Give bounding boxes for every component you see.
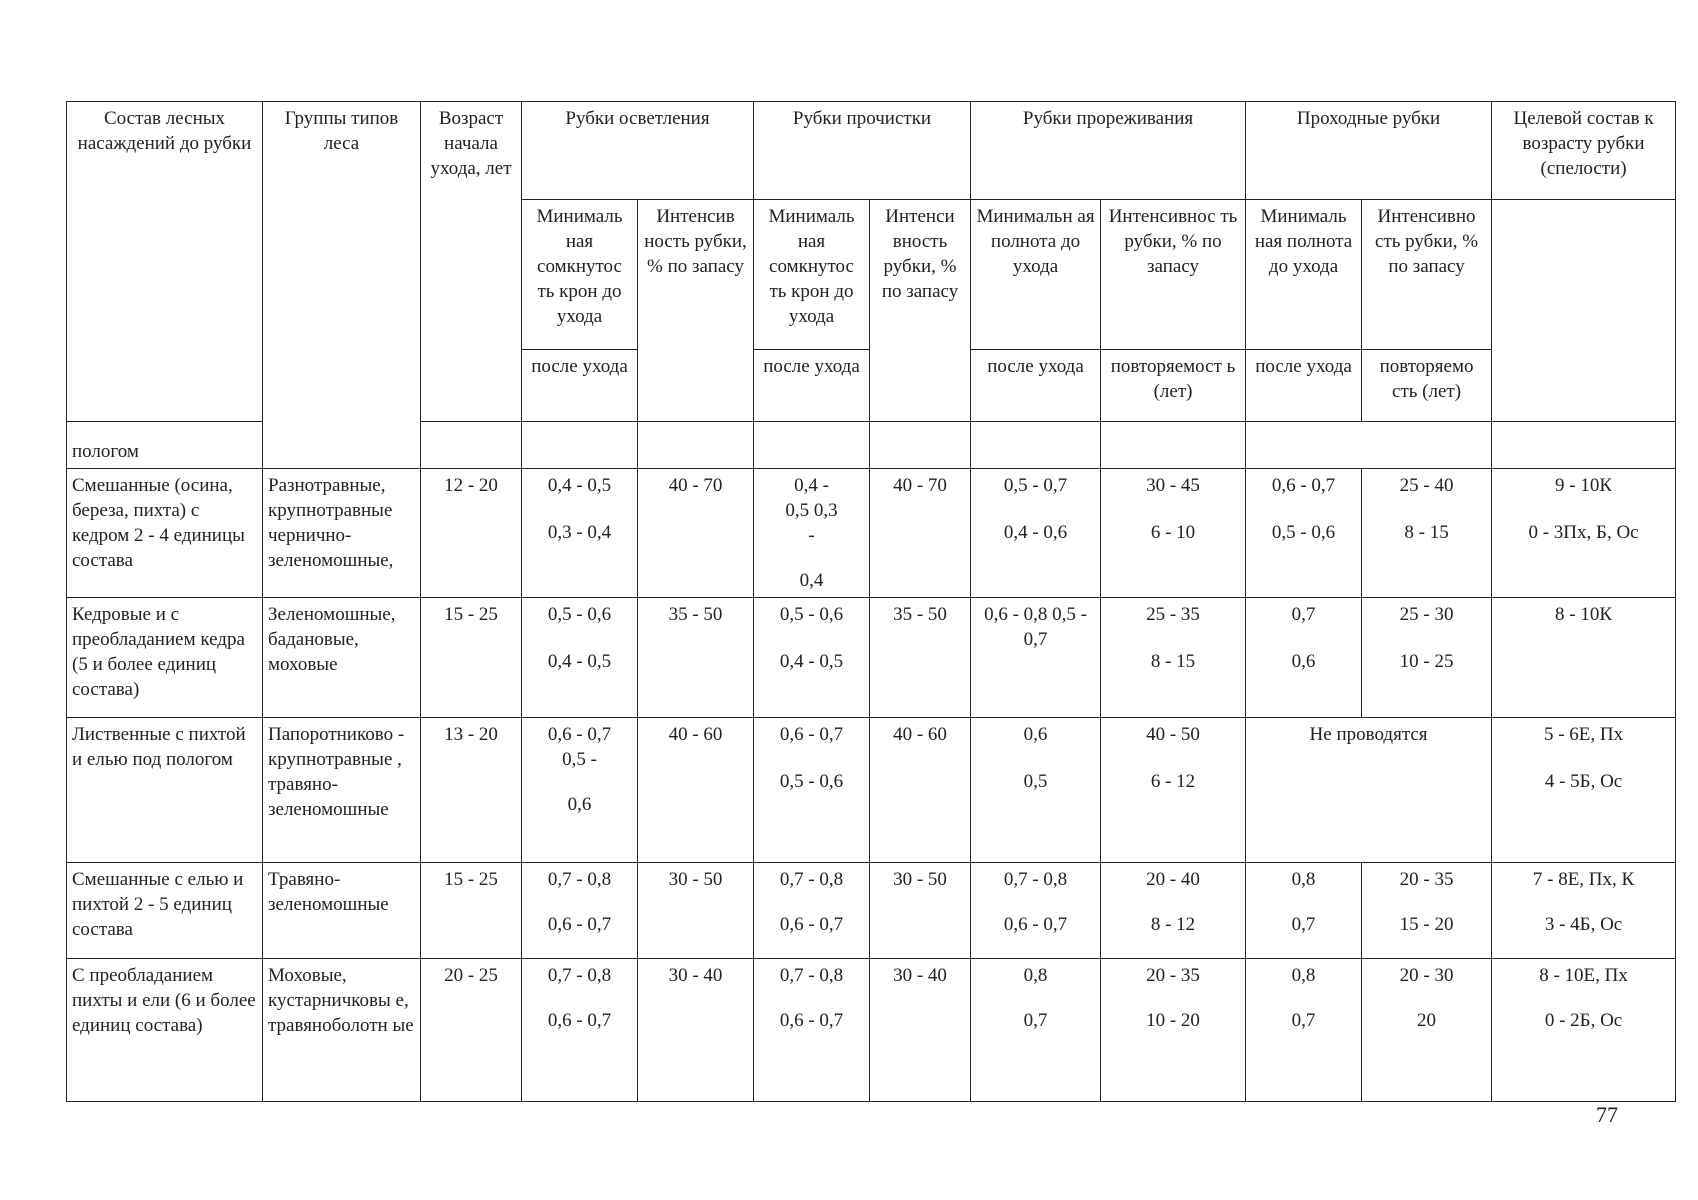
value-after: 0,6 - 0,7 [779,1010,844,1031]
empty-cell [421,422,522,469]
cell-thin-min [971,718,1101,863]
cell-clean-min [754,469,870,598]
value-after: 0,5 - 0,6 [779,771,844,792]
header-row [67,102,1676,200]
cell-clean-min [754,718,870,863]
empty-cell [1246,422,1492,469]
cell-composition: Кедровые и с преобладанием кедра (5 и более единиц состава) [67,598,263,718]
value-target-minor: 4 - 5Б, Ос [1544,771,1623,792]
col-header-light-int: Интенсив ность рубки, % по запасу [638,200,754,422]
value-intensity: 20 - 35 [1146,965,1200,986]
empty-cell [1101,422,1246,469]
value-before: 0,8 [1291,869,1316,890]
value-before: 0,8 [1023,965,1048,986]
value-before: 0,7 - 0,8 [547,965,612,986]
cell-target [1492,598,1676,718]
value-before: 0,7 [1291,604,1316,625]
cell-target [1492,863,1676,959]
cell-clean-int: 35 - 50 [870,598,971,718]
value-target-main: 8 - 10Е, Пх [1539,965,1628,986]
col-header-thin-after: после ухода [971,350,1101,422]
value-before: 0,7 - 0,8 [779,965,844,986]
cell-thin-min [971,959,1101,1102]
value-target-main: 8 - 10К [1555,604,1613,625]
empty-cell [522,422,638,469]
value-after: 0,4 - 0,6 [1003,522,1068,543]
value-repeat: 10 - 25 [1399,651,1454,672]
table-row [67,863,1676,959]
cell-groups: Моховые, кустарничковы е, травяноболотн ые [263,959,421,1102]
value-after: 0,5 [1023,771,1048,792]
cell-light-int: 30 - 50 [638,863,754,959]
value-after: 0,6 - 0,7 [547,914,612,935]
value-intensity: 20 - 30 [1399,965,1454,986]
cell-light-min [522,718,638,863]
value-repeat: 8 - 15 [1150,651,1196,672]
value-repeat: 6 - 12 [1150,771,1196,792]
value-before: 0,5 - 0,6 [547,604,612,625]
col-header-light-min: Минималь ная сомкнутос ть крон до ухода [522,200,638,350]
cell-clean-min [754,598,870,718]
col-header-passing: Проходные рубки [1246,102,1492,200]
cell-light-int: 40 - 60 [638,718,754,863]
cell-target [1492,718,1676,863]
value-intensity: 40 - 50 [1146,724,1200,745]
value-before: 0,4 - 0,5 [547,475,612,496]
value-before: 0,5 - 0,6 [779,604,844,625]
cell-age: 15 - 25 [421,863,522,959]
col-header-forest-groups: Группы типов леса [263,102,421,469]
value-target-minor: 0 - 3Пх, Б, Ос [1528,522,1639,543]
value-intensity: 30 - 45 [1146,475,1200,496]
value-after: 0,7 [1291,914,1316,935]
value-after: 0,7 [1291,1010,1316,1031]
cell-clean-min [754,959,870,1102]
carry-over-text: пологом [67,422,263,469]
value-intensity: 25 - 30 [1399,604,1454,625]
cell-thin-int [1101,863,1246,959]
cell-thin-int [1101,469,1246,598]
value-after: 0,4 [799,570,824,591]
cell-clean-int: 40 - 70 [870,469,971,598]
value-after: 0,6 [1291,651,1316,672]
value-repeat: 10 - 20 [1146,1010,1200,1031]
cell-target [1492,469,1676,598]
col-header-lightening: Рубки осветления [522,102,754,200]
cell-pass-int [1362,959,1492,1102]
col-header-thin-int: Интенсивнос ть рубки, % по запасу [1101,200,1246,350]
value-after: 0,4 - 0,5 [779,651,844,672]
value-target-main: 5 - 6Е, Пх [1543,724,1624,745]
cell-groups: Зеленомошные, бадановые, моховые [263,598,421,718]
value-before: 0,6 - 0,7 [1271,475,1336,496]
empty-cell [870,422,971,469]
col-header-clean-after: после ухода [754,350,870,422]
cell-light-int: 35 - 50 [638,598,754,718]
cell-light-min [522,863,638,959]
value-after: 0,4 - 0,5 [547,651,612,672]
cell-composition: Лиственные с пихтой и елью под пологом [67,718,263,863]
cell-composition: Смешанные (осина, береза, пихта) с кедром 2 - 4 единицы состава [67,469,263,598]
value-repeat: 6 - 10 [1150,522,1196,543]
value-before: 0,6 [1023,724,1048,745]
cell-light-min [522,598,638,718]
value-after: 0,6 [567,794,592,815]
cell-groups: Папоротниково - крупнотравные , травяно-зеленомошные [263,718,421,863]
col-header-age: Возраст начала ухода, лет [421,102,522,422]
value-target-minor: 0 - 2Б, Ос [1544,1010,1623,1031]
cell-thin-int [1101,959,1246,1102]
cell-groups: Разнотравные, крупнотравные чернично-зеленомошные, [263,469,421,598]
value-before: 0,7 - 0,8 [779,869,844,890]
value-repeat: 8 - 12 [1150,914,1196,935]
value-before: 0,8 [1291,965,1316,986]
cell-thin-min [971,863,1101,959]
cell-groups: Травяно-зеленомошные [263,863,421,959]
empty-cell [971,422,1101,469]
page-number: 77 [1596,1102,1618,1127]
cell-clean-int: 30 - 50 [870,863,971,959]
cell-thin-int [1101,598,1246,718]
value-intensity: 20 - 40 [1146,869,1200,890]
cell-age: 12 - 20 [421,469,522,598]
col-header-clean-min: Минималь ная сомкнутос ть крон до ухода [754,200,870,350]
empty-cell [638,422,754,469]
cell-age: 13 - 20 [421,718,522,863]
col-header-target: Целевой состав к возрасту рубки (спелости) [1492,102,1676,200]
cell-target [1492,959,1676,1102]
col-header-pass-int: Интенсивно сть рубки, % по запасу [1362,200,1492,350]
cell-light-min [522,959,638,1102]
table-row [67,598,1676,718]
cell-pass-min [1246,469,1362,598]
cell-thin-min [971,598,1101,718]
col-header-thinning: Рубки прореживания [971,102,1246,200]
value-before: 0,7 - 0,8 [547,869,612,890]
col-header-clean-int: Интенси вность рубки, % по запасу [870,200,971,422]
col-header-cleaning: Рубки прочистки [754,102,971,200]
value-target-main: 7 - 8Е, Пх, К [1532,869,1635,890]
cell-clean-min [754,863,870,959]
value-after: 0,6 - 0,7 [779,914,844,935]
value-before: 0,7 - 0,8 [1003,869,1068,890]
value-repeat: 8 - 15 [1404,522,1449,543]
cell-pass-int [1362,863,1492,959]
value-repeat: 20 [1417,1010,1437,1031]
value-before: 0,6 - 0,7 [779,724,844,745]
cell-light-min [522,469,638,598]
col-header-thin-repeat: повторяемост ь (лет) [1101,350,1246,422]
cell-age: 15 - 25 [421,598,522,718]
col-header-pass-min: Минималь ная полнота до ухода [1246,200,1362,350]
cell-clean-int: 40 - 60 [870,718,971,863]
cell-clean-int: 30 - 40 [870,959,971,1102]
value-repeat: 15 - 20 [1399,914,1454,935]
cell-composition: С преобладанием пихты и ели (6 и более единиц состава) [67,959,263,1102]
value-after: 0,6 - 0,7 [1003,914,1068,935]
cell-pass-min [1246,598,1362,718]
col-header-pass-repeat: повторяемо сть (лет) [1362,350,1492,422]
value-after: 0,7 [1023,1010,1048,1031]
value-intensity: 20 - 35 [1399,869,1454,890]
cell-age: 20 - 25 [421,959,522,1102]
col-header-light-after: после ухода [522,350,638,422]
value-target-minor: 3 - 4Б, Ос [1544,914,1623,935]
value-before: 0,5 - 0,7 [1003,475,1068,496]
table-row [67,718,1676,863]
cell-thin-min [971,469,1101,598]
value-after: 0,5 - 0,6 [1271,522,1336,543]
cell-pass-min [1246,863,1362,959]
empty-cell [754,422,870,469]
value-intensity: 25 - 40 [1399,475,1454,496]
cell-light-int: 30 - 40 [638,959,754,1102]
forest-care-table [66,101,1676,1102]
cell-composition: Смешанные с елью и пихтой 2 - 5 единиц состава [67,863,263,959]
cell-pass-int [1362,598,1492,718]
cell-light-int: 40 - 70 [638,469,754,598]
cell-pass-int [1362,469,1492,598]
value-before: 0,4 - 0,5 0,3 - [785,475,838,546]
value-intensity: 25 - 35 [1146,604,1200,625]
table-row [67,959,1676,1102]
table-row [67,469,1676,598]
cell-thin-int [1101,718,1246,863]
col-header-composition: Состав лесных насаждений до рубки [67,102,263,422]
cell-pass-not-performed: Не проводятся [1246,718,1492,863]
empty-cell [1492,422,1676,469]
col-header-pass-after: после ухода [1246,350,1362,422]
empty-cell [1492,200,1676,422]
value-after: 0,3 - 0,4 [547,522,612,543]
cell-pass-min [1246,959,1362,1102]
value-before: 0,6 - 0,8 0,5 - 0,7 [984,604,1087,650]
col-header-thin-min: Минимальн ая полнота до ухода [971,200,1101,350]
value-target-main: 9 - 10К [1555,475,1613,496]
value-before: 0,6 - 0,7 0,5 - [547,724,612,770]
value-after: 0,6 - 0,7 [547,1010,612,1031]
